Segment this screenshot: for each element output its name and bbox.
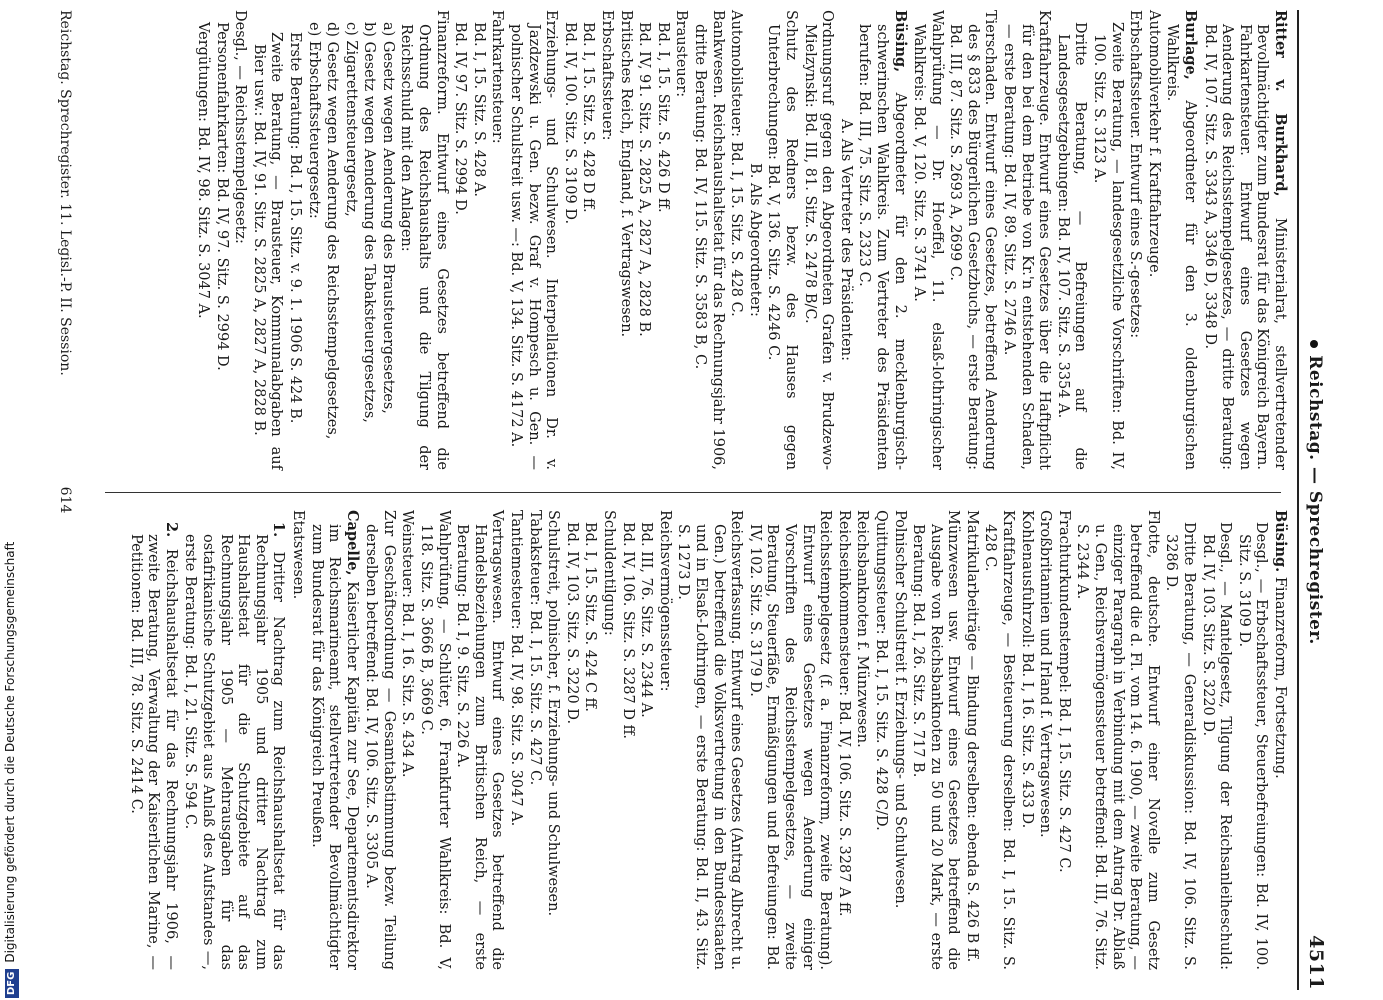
index-entry-text: Ordnungsruf gegen den Abgeordneten Grafen v. Brudzewo-Mielzynski: Bd. III, 81. Sitz. S. 2478 B/C. bbox=[801, 10, 836, 470]
footer-signature: Reichstag. Sprechregister. 11. Legisl.-P. II. Session. bbox=[57, 10, 73, 376]
index-entry-text: Erbschaftssteuer: bbox=[599, 10, 616, 141]
text-columns bbox=[105, 10, 1289, 990]
index-entry-text: Quittungssteuer: Bd. I, 15. Sitz. S. 428 C/D. bbox=[872, 510, 889, 831]
index-entry bbox=[1200, 10, 1289, 470]
index-entry-text: Personenfahrkarten: Bd. IV, 97. Sitz. S. 2994 D. bbox=[213, 22, 230, 371]
index-entry-text: Kohlenausfuhrzoll: Bd. I, 16. Sitz. S. 433 D. bbox=[1018, 510, 1035, 829]
index-entry bbox=[362, 510, 397, 970]
index-entry bbox=[451, 10, 469, 470]
index-entry-text: Dritte Beratung, — Befreiungen auf die Landesgesetzgebungen: Bd. IV, 107. Sitz. S. 3354 A. bbox=[1054, 22, 1089, 470]
index-entry-text: Reichshaushaltsetat für das Rechnungsjahr 1906, — zweite Beratung, Verwaltung der Kaiserlichen Marine, — Petitionen: Bd. III, 78. Sitz. S. 2414 C. bbox=[127, 534, 179, 970]
index-entry-text: Erziehungs- und Schulwesen. Interpellationen Dr. v. Jazdzewski u. Gen. bezw. Graf v. Hompesch u. Gen. — polnischer Schulstreit usw. —: Bd. V, 134. Sitz. S. 4172 A. bbox=[508, 10, 560, 470]
index-entry bbox=[1017, 510, 1035, 970]
index-entry-text: Bd. IV, 103. Sitz. S. 3220 D. bbox=[563, 522, 580, 725]
index-entry bbox=[1036, 510, 1054, 970]
index-entry-text: Erste Beratung: Bd. I, 15. Sitz. v. 9. 1. 1906 S. 424 B. bbox=[286, 32, 303, 424]
index-entry bbox=[616, 10, 634, 470]
index-entry bbox=[1144, 10, 1162, 470]
index-entry bbox=[871, 510, 889, 970]
index-entry bbox=[764, 10, 799, 470]
index-entry-text: Erbschaftssteuer. Entwurf eines S.-gesetzes: bbox=[1127, 10, 1144, 339]
index-entry bbox=[836, 10, 854, 470]
running-header bbox=[1297, 10, 1329, 990]
index-entry bbox=[560, 10, 578, 470]
index-entry-text: Kraftfahrzeuge, — Besteuerung derselben: Bd. I, 15. Sitz. S. 428 C. bbox=[982, 510, 1017, 970]
index-entry-text: Automobilverkehr f. Kraftfahrzeuge. bbox=[1145, 10, 1162, 278]
index-entry bbox=[618, 510, 636, 970]
index-entry bbox=[834, 510, 852, 970]
index-entry bbox=[597, 10, 615, 470]
dfg-logo: DFG bbox=[5, 969, 19, 998]
index-entry-text: Matrikularbeiträge — Bindung derselben: ebenda S. 426 B ff. bbox=[963, 510, 980, 963]
index-entry-text: Zweite Beratung, — landesgesetzliche Vorschriften: Bd. IV, 100. Sitz. S. 3123 A. bbox=[1091, 22, 1125, 470]
index-entry bbox=[506, 10, 559, 470]
index-entry-text: Schulstreit, polnischer, f. Erziehungs- und Schulwesen. bbox=[545, 510, 562, 917]
index-entry-text: Desgl., — Erbschaftssteuer, Steuerbefreiungen: Bd. IV, 100. Sitz. S. 3109 D. bbox=[1235, 522, 1270, 970]
index-entry-text: Etatswesen. bbox=[289, 510, 306, 600]
index-entry-text: Abgeordneter für den 2. mecklenburgisch-schwerinschen Wahlkreis. Zum Vertreter des Präsidenten berufen: Bd. III, 75. Sitz. S. 2323 C. bbox=[856, 24, 908, 471]
index-entry-text: Desgl., — Mantelgesetz, Tilgung der Reichsanleiheschuld: Bd. IV, 103. Sitz. S. 3220 D. bbox=[1199, 522, 1234, 970]
index-entry bbox=[544, 510, 562, 970]
index-entry-heading: Burlage, bbox=[1182, 10, 1200, 80]
index-entry bbox=[288, 510, 306, 970]
index-entry bbox=[193, 10, 211, 470]
index-entry-text: Dritte Beratung, — Generaldiskussion: Bd. IV, 106. Sitz. S. 3286 D. bbox=[1163, 522, 1198, 970]
index-entry-text: Desgl., — Reichsstempelgesetz: bbox=[232, 10, 249, 244]
index-entry-heading: Büsing, bbox=[891, 10, 909, 73]
index-entry bbox=[398, 510, 416, 970]
index-entry bbox=[181, 510, 288, 970]
index-entry bbox=[1000, 10, 1053, 470]
index-entry bbox=[890, 510, 908, 970]
index-entry-text: A. Als Vertreter des Präsidenten: bbox=[837, 119, 854, 361]
digitization-credit-text: Digitalisierung gefördert durch die Deutsche Forschungsgemeinschaft bbox=[3, 541, 17, 963]
index-entry bbox=[855, 10, 909, 470]
index-entry bbox=[562, 510, 580, 970]
index-entry bbox=[307, 510, 361, 970]
index-entry-text: Flotte, deutsche. Entwurf einer Novelle zum Gesetz betreffend die d. Fl. vom 14. 6. 1900, — zweite Beratung, — einziger Paragraph in Verbindung mit dem Antrag Dr. Ablaß u. Gen., Reichsvermögenssteuer betreffend: Bd. III, 76. Sitz. S. 2344 A. bbox=[1074, 510, 1161, 970]
index-entry bbox=[599, 510, 617, 970]
index-entry-text: Bd. IV, 97. Sitz. S. 2994 D. bbox=[452, 22, 469, 215]
index-entry-text: Britisches Reich, England, f. Vertragswesen. bbox=[617, 10, 634, 338]
index-entry bbox=[378, 10, 396, 470]
index-entry bbox=[962, 510, 980, 970]
index-entry-text: Ministerialrat, stellvertretender Bevollmächtigter zum Bundesrat für das Königreich Bayern. Fahrkartensteuer. Entwurf eines Gesetzes wegen Aenderung des Reichsstempelgesetzes, — dritte Beratung: Bd. IV, 107. Sitz. S. 3343 A, 3346 D, 3348 D. bbox=[1201, 24, 1288, 470]
index-entry-text: Bd. I, 15. Sitz. S. 426 D ff. bbox=[654, 22, 671, 213]
index-entry bbox=[800, 10, 835, 470]
index-entry bbox=[453, 510, 506, 970]
index-entry-text: Weinsteuer: Bd. I, 16. Sitz. S. 434 A. bbox=[399, 510, 416, 778]
index-entry bbox=[853, 510, 871, 970]
index-entry bbox=[1073, 510, 1161, 970]
right-column bbox=[105, 510, 1289, 970]
index-entry-text: Vergütungen: Bd. IV, 98. Sitz. S. 3047 A. bbox=[194, 22, 211, 319]
index-entry-heading: Büsing. bbox=[1272, 510, 1289, 573]
index-entry-text: Tabaksteuer: Bd. I, 15. Sitz. S. 427 C. bbox=[526, 510, 543, 786]
index-entry-heading: 1. bbox=[270, 522, 288, 538]
index-entry-text: Wahlprüfung, — Schlüter, 6. Frankfurter Wahlkreis: Bd. V, 118. Sitz. S. 3666 B, 3669 C. bbox=[418, 510, 452, 970]
index-entry-text: e) Erbschaftssteuergesetz: bbox=[305, 22, 322, 219]
index-entry bbox=[1234, 510, 1269, 970]
index-entry bbox=[909, 510, 962, 970]
index-entry-heading: Ritter v. Burkhard, bbox=[1272, 10, 1289, 197]
index-entry bbox=[581, 510, 599, 970]
index-entry-text: Bd. IV, 91. Sitz. S. 2825 A, 2827 A, 2828 B. bbox=[636, 22, 653, 337]
index-entry bbox=[397, 10, 450, 470]
index-entry-text: Schuldentilgung: bbox=[601, 510, 618, 636]
index-entry bbox=[212, 10, 230, 470]
index-entry bbox=[910, 10, 945, 470]
index-entry-text: Automobilsteuer: Bd. I, 15. Sitz. S. 428 C. bbox=[728, 10, 745, 317]
index-entry bbox=[249, 10, 284, 470]
index-entry bbox=[579, 10, 597, 470]
index-entry-heading: 2. bbox=[162, 522, 180, 538]
index-entry-text: Finanzreform, Fortsetzung. bbox=[1272, 576, 1288, 779]
index-entry bbox=[635, 10, 653, 470]
index-entry bbox=[653, 10, 671, 470]
index-entry bbox=[727, 10, 745, 470]
index-entry bbox=[981, 510, 1016, 970]
index-entry-text: Bd. I, 15. Sitz. S. 428 D ff. bbox=[580, 22, 597, 213]
index-entry bbox=[525, 510, 543, 970]
index-entry bbox=[655, 510, 673, 970]
index-entry-text: Frachturkundenstempel: Bd. I, 15. Sitz. S. 427 C. bbox=[1055, 510, 1072, 873]
index-entry bbox=[341, 10, 359, 470]
rotated-document-page bbox=[57, 0, 1335, 1000]
index-entry-text: Zweite Beratung, — Brausteuer, Kommunalabgaben auf Bier usw.: Bd. IV, 91. Sitz. S. 2825 A, 2827 A, 2828 B. bbox=[250, 32, 285, 470]
index-entry-text: Reichsstempelgesetz (f. a. Finanzreform, zweite Beratung). Entwurf eines Gesetzes wegen Aenderung einiger Vorschriften des Reichsstempelgesetzes, — zweite Beratung, Steuerfäße, Ermäßigungen und Befreiungen: Bd. IV, 102. Sitz. S. 3179 D. bbox=[746, 510, 834, 970]
index-entry-text: Reichsbanknoten f. Münzwesen. bbox=[854, 510, 871, 748]
index-entry bbox=[1270, 510, 1289, 970]
index-entry-text: Bd. IV, 106. Sitz. S. 3287 D ff. bbox=[619, 522, 636, 739]
index-entry bbox=[1054, 510, 1072, 970]
index-entry bbox=[946, 10, 999, 470]
left-column bbox=[105, 10, 1289, 470]
index-entry bbox=[637, 510, 655, 970]
index-entry-text: c) Zigarettensteuergesetz, bbox=[342, 22, 359, 217]
index-entry-text: Reichseinkommensteuer: Bd. IV, 106. Sitz. S. 3287 A ff. bbox=[835, 510, 852, 917]
footer-sheet-number: 614 bbox=[57, 486, 73, 514]
index-entry-text: Schutz des Redners bezw. des Hauses gegen Unterbrechungen: Bd. V, 136. Sitz. S. 4246 C. bbox=[765, 10, 799, 470]
index-entry-text: Dritter Nachtrag zum Reichshaushaltsetat für das Rechnungsjahr 1905 und dritter Nachtrag zum Haushaltsetat für die Schutzgebiete auf das Rechnungsjahr 1905 — Mehrausgaben für das ostafrikanische Schutzgebiet aus Anlaß des Aufstandes —, erste Beratung: Bd. I, 21. Sitz. S. 594 C. bbox=[182, 534, 287, 970]
index-entry bbox=[690, 10, 725, 470]
index-entry-text: a) Gesetz wegen Aenderung des Brausteuergesetzes, bbox=[379, 22, 396, 414]
index-entry-text: Reichsvermögenssteuer: bbox=[656, 510, 673, 692]
index-entry bbox=[672, 10, 690, 470]
index-entry-text: Vertragswesen. Entwurf eines Gesetzes betreffend die Handelsbeziehungen zum Britischen Reich, — erste Beratung: Bd. I, 9. Sitz. S. 226 A. bbox=[454, 510, 506, 970]
index-entry-text: Kraftfahrzeuge. Entwurf eines Gesetzes über die Haftpflicht für den bei dem Betriebe von Kr.'n entstehenden Schaden, — erste Beratung: Bd. IV, 89. Sitz. S. 2746 A. bbox=[1001, 10, 1053, 470]
index-entry-text: Brausteuer: bbox=[673, 10, 690, 98]
index-entry-text: Fahrkartensteuer: bbox=[489, 10, 506, 144]
index-entry-text: Wahlprüfung — Dr. Hoeffel, 11. elsaß-lothringischer Wahlkreis: Bd. V, 120. Sitz. S. 3741 A. bbox=[911, 10, 945, 470]
page-number: 4511 bbox=[1305, 935, 1327, 990]
index-entry bbox=[126, 510, 180, 970]
index-entry-text: Bd. IV, 100. Sitz. S. 3109 D. bbox=[561, 22, 578, 225]
index-entry bbox=[1162, 510, 1197, 970]
index-entry-text: Reichsverfassung. Entwurf eines Gesetzes (Antrag Albrecht u. Gen.) betreffend die Volksvertretung in den Bundesstaaten und in Elsaß-Lothringen, — erste Beratung: Bd. II, 43. Sitz. S. 1273 D. bbox=[675, 510, 745, 970]
running-header-title: Reichstag. — Sprechregister. bbox=[1305, 355, 1325, 645]
index-entry bbox=[1053, 10, 1088, 470]
index-entry-text: Tierschaden. Entwurf eines Gesetzes, betreffend Aenderung des § 833 des Bürgerlichen Gesetzbuchs, — erste Beratung: Bd. III, 87. Sitz. S. 2693 A, 2699 C. bbox=[947, 10, 999, 470]
index-entry bbox=[745, 510, 833, 970]
index-entry-text: Kaiserlicher Kapitän zur See, Departementsdirektor im Reichsmarineamt, stellvertretender Bevollmächtigter zum Bundesrat für das Königreich Preußen. bbox=[308, 524, 360, 970]
index-entry bbox=[231, 10, 249, 470]
index-entry bbox=[360, 10, 378, 470]
index-entry-text: Bd. I, 15. Sitz. S. 424 C ff. bbox=[582, 522, 599, 713]
index-entry bbox=[323, 10, 341, 470]
digitization-credit bbox=[2, 0, 18, 998]
column-divider bbox=[105, 492, 1281, 493]
index-entry-text: Bankwesen. Reichshaushaltsetat für das Rechnungsjahr 1906, dritte Beratung: Bd. IV, 115. Sitz. S. 3583 B, C. bbox=[692, 10, 726, 470]
index-entry bbox=[488, 10, 506, 470]
index-entry-heading: Capelle, bbox=[343, 510, 361, 576]
index-entry-text: Bd. III, 76. Sitz. S. 2344 A. bbox=[638, 522, 655, 718]
index-entry bbox=[1126, 10, 1144, 470]
index-entry bbox=[469, 10, 487, 470]
index-entry-text: b) Gesetz wegen Aenderung des Tabaksteuergesetzes, bbox=[361, 22, 378, 423]
index-entry-text: Finanzreform. Entwurf eines Gesetzes betreffend die Ordnung des Reichshaushalts und die Tilgung der Reichsschuld mit den Anlagen: bbox=[398, 10, 450, 470]
index-entry bbox=[1198, 510, 1233, 970]
index-entry-text: Abgeordneter für den 3. oldenburgischen Wahlkreis. bbox=[1164, 24, 1199, 470]
index-entry bbox=[506, 510, 524, 970]
index-entry-text: Großbritannien und Irland f. Vertragswesen. bbox=[1037, 510, 1054, 838]
index-entry bbox=[417, 510, 452, 970]
index-entry bbox=[304, 10, 322, 470]
index-entry-text: Tantiemesteuer: Bd. IV, 98. Sitz. S. 3047 A. bbox=[508, 510, 525, 827]
index-entry-text: Bd. I, 15. Sitz. S. 428 A. bbox=[470, 22, 487, 198]
index-entry-text: Münzwesen usw. Entwurf eines Gesetzes betreffend die Ausgabe von Reichsbanknoten zu 50 und 20 Mark, — erste Beratung: Bd. I, 26. Sitz. S. 717 B. bbox=[910, 510, 962, 970]
index-entry bbox=[1089, 10, 1124, 470]
index-entry bbox=[745, 10, 763, 470]
index-entry-text: Zur Geschäftsordnung — Gesamtabstimmung bezw. Teilung derselben betreffend: Bd. IV, 106. Sitz. S. 3305 A. bbox=[363, 510, 397, 970]
index-entry-text: B. Als Abgeordneter: bbox=[746, 163, 763, 317]
index-entry-text: d) Gesetz wegen Aenderung des Reichsstempelgesetzes, bbox=[324, 22, 341, 440]
index-entry bbox=[674, 510, 744, 970]
index-entry bbox=[285, 10, 303, 470]
index-entry-text: Polnischer Schulstreit f. Erziehungs- und Schulwesen. bbox=[891, 510, 908, 909]
index-entry bbox=[1163, 10, 1199, 470]
